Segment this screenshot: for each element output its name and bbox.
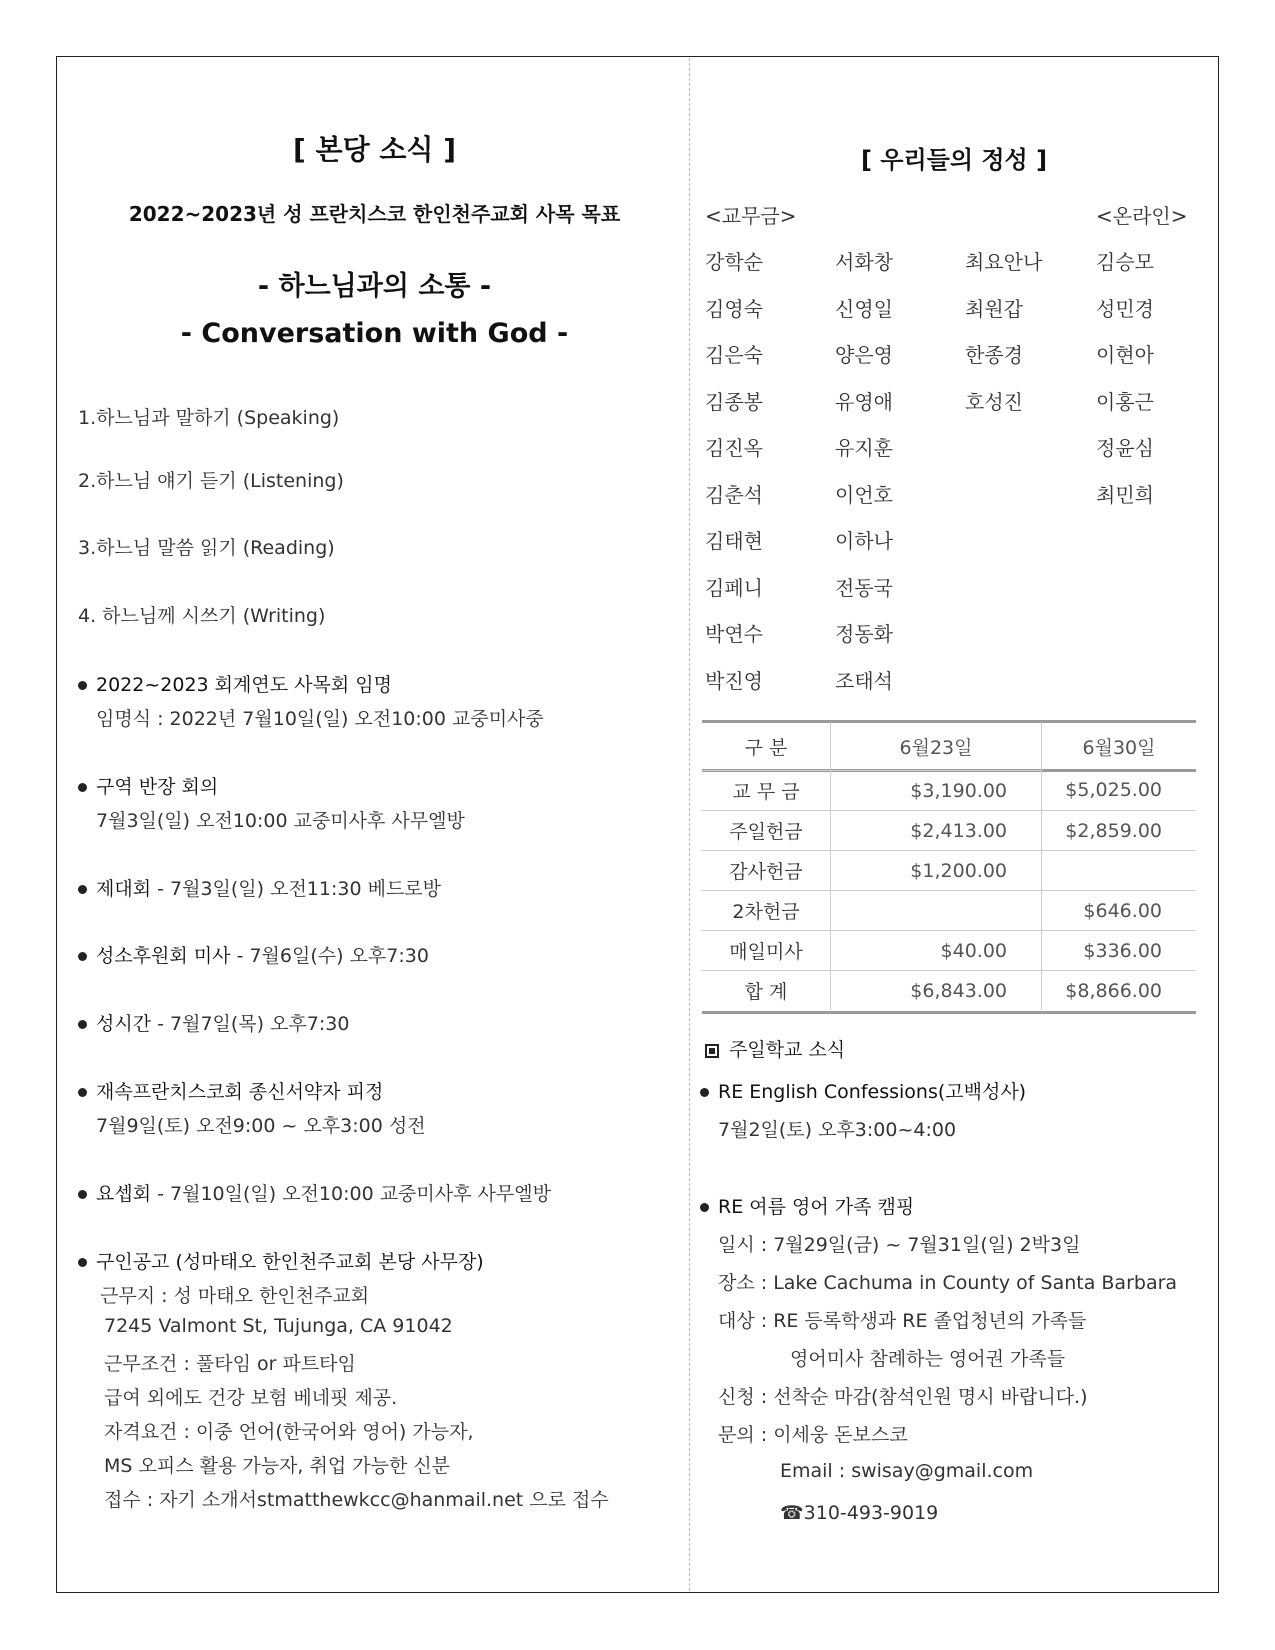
school-title: 주일학교 소식 <box>705 1035 845 1062</box>
label-online: <온라인> <box>1096 204 1188 228</box>
donor-name: 양은영 <box>835 343 893 367</box>
row-label: 주일헌금 <box>702 811 831 851</box>
donor-name: 이언호 <box>835 482 893 507</box>
donor-name: 김진옥 <box>705 436 763 460</box>
row-label: 감사헌금 <box>702 851 831 891</box>
bullet-icon <box>78 1020 87 1029</box>
goal-item: 1.하느님과 말하기 (Speaking) <box>78 407 340 429</box>
donor-name: 이현아 <box>1096 343 1154 367</box>
job-line: 급여 외에도 건강 보험 베네핏 제공. <box>104 1387 398 1409</box>
donor-name: 신영일 <box>835 296 893 321</box>
left-header: [ 본당 소식 ] <box>292 133 457 166</box>
contact-phone: ☎310-493-9019 <box>780 1502 939 1524</box>
school-item: RE English Confessions(고백성사) <box>700 1077 1026 1104</box>
bullet-icon <box>700 1088 709 1097</box>
news-detail: 7월9일(토) 오전9:00 ~ 오후3:00 성전 <box>96 1115 426 1137</box>
table-row <box>702 931 1196 971</box>
bullet-icon <box>78 952 87 961</box>
donor-name: 김종봉 <box>705 389 763 414</box>
camp-line: 대상 : RE 등록학생과 RE 졸업청년의 가족들 <box>718 1310 1087 1332</box>
job-line: 자격요건 : 이중 언어(한국어와 영어) 가능자, <box>104 1421 474 1443</box>
camp-line: 장소 : Lake Cachuma in County of Santa Barbara <box>718 1272 1178 1294</box>
news-item: 구인공고 (성마태오 한인천주교회 본당 사무장) <box>78 1247 484 1274</box>
donor-name: 유지훈 <box>835 436 893 460</box>
donor-name: 유영애 <box>835 389 893 414</box>
job-line: 접수 : 자기 소개서stmatthewkcc@hanmail.net 으로 접수 <box>104 1489 609 1511</box>
offering-table <box>702 722 1196 1010</box>
donor-name: 김춘석 <box>705 482 763 507</box>
cell-value: $2,413.00 <box>831 811 1042 851</box>
cell-value <box>1042 851 1197 891</box>
row-label: 2차헌금 <box>702 891 831 931</box>
cell-value: $40.00 <box>831 931 1042 971</box>
donor-name: 김태현 <box>705 529 763 553</box>
donor-name: 호성진 <box>965 389 1023 414</box>
news-detail: 임명식 : 2022년 7월10일(일) 오전10:00 교중미사중 <box>96 708 544 730</box>
row-label: 교 무 금 <box>702 771 831 811</box>
table-rule-bottom <box>702 1011 1196 1014</box>
news-item: 구역 반장 회의 <box>78 772 218 799</box>
donor-name: 강학순 <box>705 250 763 274</box>
row-label: 합 계 <box>702 971 831 1011</box>
school-detail: 7월2일(토) 오후3:00~4:00 <box>718 1119 957 1141</box>
goal-title: 2022~2023년 성 프란치스코 한인천주교회 사목 목표 <box>128 202 621 226</box>
donor-name: 서화창 <box>835 250 893 274</box>
camp-line: 신청 : 선착순 마감(참석인원 명시 바랍니다.) <box>718 1386 1088 1408</box>
donor-name: 박연수 <box>705 622 763 646</box>
donor-name: 이홍근 <box>1096 389 1154 414</box>
donor-name: 성민경 <box>1096 296 1154 321</box>
donor-name: 정윤심 <box>1096 436 1154 460</box>
goal-item: 2.하느님 얘기 듣기 (Listening) <box>78 470 344 492</box>
cell-value: $646.00 <box>1042 891 1197 931</box>
cell-value: $336.00 <box>1042 931 1197 971</box>
bullet-icon <box>78 1258 87 1267</box>
table-header-cell: 6월23일 <box>831 722 1042 771</box>
donor-name: 이하나 <box>835 529 893 553</box>
cell-value: $6,843.00 <box>831 971 1042 1011</box>
row-label: 매일미사 <box>702 931 831 971</box>
right-header: [ 우리들의 정성 ] <box>860 146 1048 174</box>
bullet-icon <box>78 783 87 792</box>
table-header-cell: 6월30일 <box>1082 736 1156 759</box>
table-row <box>702 851 1196 891</box>
bullet-icon <box>78 885 87 894</box>
donor-name: 김은숙 <box>705 343 763 367</box>
table-header-cell: 구 분 <box>702 722 831 771</box>
news-item: 제대회 - 7월3일(일) 오전11:30 베드로방 <box>78 874 441 901</box>
cell-value: $8,866.00 <box>1065 979 1162 1002</box>
contact-email: Email : swisay@gmail.com <box>780 1460 1034 1482</box>
cell-value <box>831 891 1042 931</box>
table-row <box>702 971 1196 1011</box>
news-item: 요셉회 - 7월10일(일) 오전10:00 교중미사후 사무엘방 <box>78 1179 551 1206</box>
donor-name: 조태석 <box>835 668 893 693</box>
job-line: MS 오피스 활용 가능자, 취업 가능한 신분 <box>104 1455 451 1477</box>
cell-value: $5,025.00 <box>1042 771 1197 811</box>
news-item: 2022~2023 회계연도 사목회 임명 <box>78 670 392 697</box>
school-item: RE 여름 영어 가족 캠핑 <box>700 1192 914 1219</box>
table-header-row <box>702 722 1196 771</box>
bullet-icon <box>78 681 87 690</box>
news-item: 재속프란치스코회 종신서약자 피정 <box>78 1077 383 1104</box>
column-divider <box>689 58 690 1591</box>
donor-name: 김페니 <box>705 575 763 600</box>
camp-line: 영어미사 참례하는 영어권 가족들 <box>790 1348 1066 1370</box>
cell-value: $1,200.00 <box>831 851 1042 891</box>
donor-name: 한종경 <box>965 343 1023 367</box>
goal-item: 3.하느님 말씀 읽기 (Reading) <box>78 537 335 559</box>
camp-line: 일시 : 7월29일(금) ~ 7월31일(일) 2박3일 <box>718 1234 1081 1256</box>
job-line: 근무지 : 성 마태오 한인천주교회 <box>100 1285 370 1307</box>
job-line: 근무조건 : 풀타임 or 파트타임 <box>104 1353 356 1375</box>
donor-name: 박진영 <box>705 668 763 693</box>
table-row <box>702 891 1196 931</box>
goal-item: 4. 하느님께 시쓰기 (Writing) <box>78 605 326 627</box>
square-bullet-icon <box>705 1044 719 1058</box>
news-item: 성소후원회 미사 - 7월6일(수) 오후7:30 <box>78 941 429 968</box>
cell-value: $2,859.00 <box>1042 811 1197 851</box>
theme-english: - Conversation with God - <box>180 318 569 349</box>
table-row <box>702 771 1196 811</box>
camp-line: 문의 : 이세웅 돈보스코 <box>718 1424 908 1446</box>
donor-name: 전동국 <box>835 575 893 600</box>
donor-name: 김영숙 <box>705 296 763 321</box>
donor-name: 정동화 <box>835 622 893 646</box>
bullet-icon <box>78 1088 87 1097</box>
job-line: 7245 Valmont St, Tujunga, CA 91042 <box>104 1315 453 1337</box>
news-detail: 7월3일(일) 오전10:00 교중미사후 사무엘방 <box>96 810 465 832</box>
donor-name: 최원갑 <box>965 296 1023 321</box>
table-row <box>702 811 1196 851</box>
bullet-icon <box>78 1190 87 1199</box>
theme-korean: - 하느님과의 소통 - <box>257 271 492 302</box>
label-parish: <교무금> <box>705 204 797 228</box>
donor-name: 최민희 <box>1096 482 1154 507</box>
news-item: 성시간 - 7월7일(목) 오후7:30 <box>78 1009 349 1036</box>
cell-value: $3,190.00 <box>831 771 1042 811</box>
bullet-icon <box>700 1203 709 1212</box>
donor-name: 김승모 <box>1096 250 1154 274</box>
donor-name: 최요안나 <box>965 250 1043 274</box>
